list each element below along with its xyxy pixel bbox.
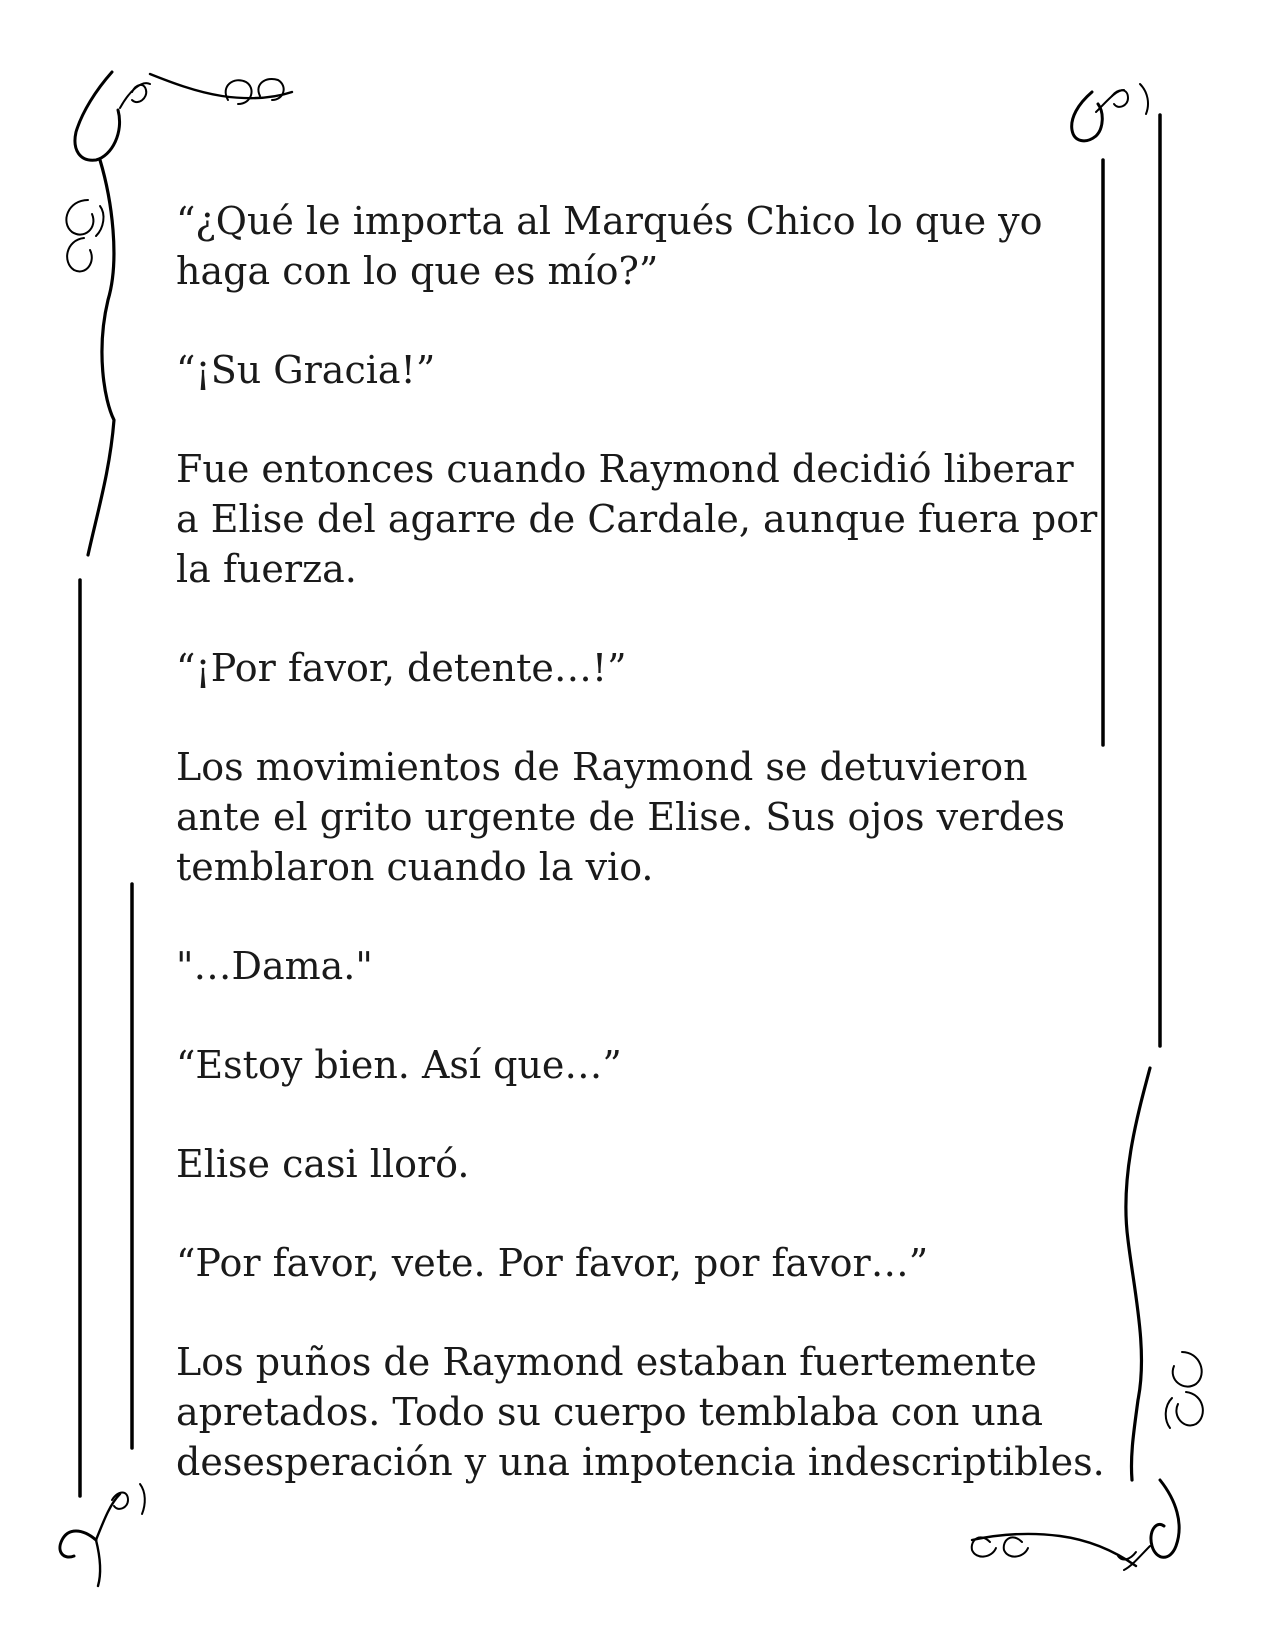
paragraph-8: Elise casi lloró. <box>176 1142 470 1186</box>
paragraph-7: “Estoy bien. Así que…” <box>176 1043 622 1087</box>
paragraph-10: Los puños de Raymond estaban fuertemente apretados. Todo su cuerpo temblaba con una desesperación y una impotencia indescriptibles. <box>176 1340 1105 1484</box>
paragraph-3: Fue entonces cuando Raymond decidió liberar a Elise del agarre de Cardale, aunque fuera por la fuerza. <box>176 447 1098 591</box>
story-text-block <box>176 196 1106 1487</box>
paragraph-5: Los movimientos de Raymond se detuvieron ante el grito urgente de Elise. Sus ojos verdes temblaron cuando la vio. <box>176 745 1066 889</box>
left-border-lines <box>80 580 132 1496</box>
paragraph-2: “¡Su Gracia!” <box>176 348 436 392</box>
paragraph-9: “Por favor, vete. Por favor, por favor…” <box>176 1241 929 1285</box>
bottom-left-flourish <box>60 1484 145 1586</box>
paragraph-1: “¿Qué le importa al Marqués Chico lo que yo haga con lo que es mío?” <box>176 199 1043 293</box>
paragraph-6: "…Dama." <box>176 944 373 988</box>
paragraph-4: “¡Por favor, detente…!” <box>176 646 627 690</box>
